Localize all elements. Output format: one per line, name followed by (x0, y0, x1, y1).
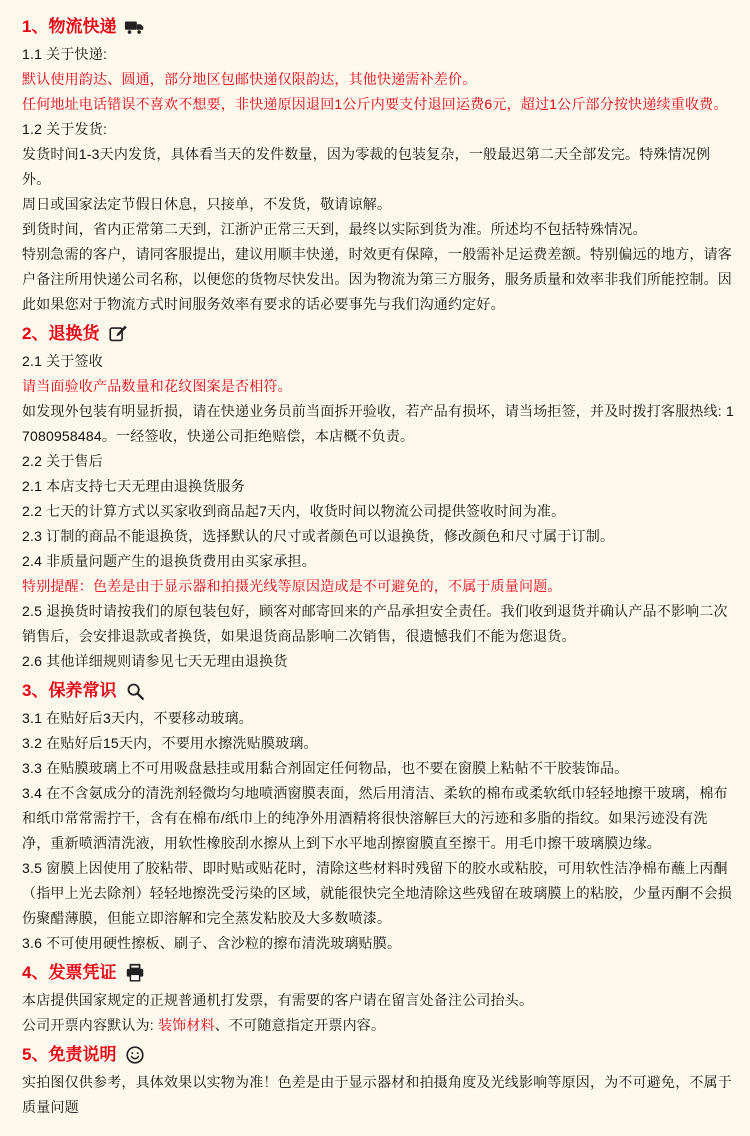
text-line (22, 67, 734, 92)
section-title: 3、保养常识 (22, 681, 117, 700)
text-line (22, 1013, 734, 1038)
body-text: 2.1 本店支持七天无理由退换货服务 (22, 478, 245, 494)
body-text: 3.1 在贴好后3天内，不要移动玻璃。 (22, 710, 253, 726)
body-text: 1.1 关于快递: (22, 46, 108, 62)
section-body (22, 988, 734, 1038)
body-text: 3.4 在不含氨成分的清洗剂轻微均匀地喷洒窗膜表面，然后用清洁、柔软的棉布或柔软纸巾轻轻地擦干玻璃，棉布和纸巾常常需拧干，含有在棉布/纸巾上的纯净外用酒精将很快溶解巨大的污迹和多脂的指纹。如果污迹没有洗净，重新喷洒清洗液，用软性橡胶刮水擦从上到下水平地刮擦窗膜直至擦干。用毛巾擦干玻璃膜边缘。 (22, 785, 728, 851)
smiley-icon (124, 1044, 146, 1066)
body-text: 1.2 关于发货: (22, 121, 108, 137)
body-text: 2.5 退换货时请按我们的原包装包好，顾客对邮寄回来的产品承担安全责任。我们收到退货并确认产品不影响二次销售后，会安排退款或者换货，如果退货商品影响二次销售，很遗憾我们不能为您退货。 (22, 603, 728, 644)
edit-icon (107, 323, 129, 345)
text-line (22, 242, 734, 317)
text-line (22, 1070, 734, 1120)
text-line (22, 931, 734, 956)
section-body (22, 1070, 734, 1120)
body-text: 发货时间1-3天内发货，具体看当天的发件数量，因为零裁的包装复杂，一般最迟第二天全部发完。特殊情况例外。 (22, 146, 711, 187)
body-text: 周日或国家法定节假日休息，只接单，不发货，敬请谅解。 (22, 196, 392, 212)
policy-section (22, 676, 734, 956)
body-text: 公司开票内容默认为: (22, 1017, 158, 1033)
text-line (22, 217, 734, 242)
section-title: 5、免责说明 (22, 1045, 117, 1064)
body-text: 、不可随意指定开票内容。 (214, 1017, 386, 1033)
text-line (22, 731, 734, 756)
printer-icon (124, 962, 146, 984)
text-line (22, 117, 734, 142)
text-line (22, 574, 734, 599)
body-text: 2.2 关于售后 (22, 453, 103, 469)
body-text: 2.2 七天的计算方式以买家收到商品起7天内，收货时间以物流公司提供签收时间为准。 (22, 503, 566, 519)
body-text: 3.6 不可使用硬性擦板、刷子、含沙粒的擦布清洗玻璃贴膜。 (22, 935, 402, 951)
section-body (22, 42, 734, 317)
body-text: 2.1 关于签收 (22, 353, 103, 369)
text-line (22, 499, 734, 524)
text-line (22, 449, 734, 474)
text-line (22, 988, 734, 1013)
text-line (22, 192, 734, 217)
text-line (22, 142, 734, 192)
section-title: 4、发票凭证 (22, 963, 117, 982)
body-text: 3.5 窗膜上因使用了胶粘带、即时贴或贴花时，清除这些材料时残留下的胶水或粘胶，可用软性洁净棉布蘸上丙酮（指甲上光去除剂）轻轻地擦洗受污染的区域，就能很快完全地清除这些残留在玻璃膜上的粘胶，少量丙酮不会损伤聚醋薄膜，但能立即溶解和完全蒸发粘胶及大多数喷漆。 (22, 860, 732, 926)
text-line (22, 92, 734, 117)
body-text: 3.3 在贴膜玻璃上不可用吸盘悬挂或用黏合剂固定任何物品，也不要在窗膜上粘帖不干胶装饰品。 (22, 760, 629, 776)
text-line (22, 349, 734, 374)
policy-section (22, 12, 734, 317)
text-line (22, 399, 734, 449)
body-text: 本店提供国家规定的正规普通机打发票，有需要的客户请在留言处备注公司抬头。 (22, 992, 534, 1008)
body-text: 如发现外包装有明显折损，请在快递业务员前当面拆开验收，若产品有损坏，请当场拒签，并及时拨打客服热线: 17080958484。一经签收，快递公司拒绝赔偿，本店概不负责。 (22, 403, 734, 444)
body-text: 特别急需的客户，请同客服提出，建议用顺丰快递，时效更有保障，一般需补足运费差额。特别偏远的地方，请客户备注所用快递公司名称，以便您的货物尽快发出。因为物流为第三方服务，服务质量和效率非我们所能控制。因此如果您对于物流方式时间服务效率有要求的话必要事先与我们沟通约定好。 (22, 246, 732, 312)
section-body (22, 706, 734, 956)
magnifier-icon (124, 680, 146, 702)
truck-icon (124, 16, 146, 38)
text-line (22, 374, 734, 399)
text-line (22, 856, 734, 931)
section-body (22, 349, 734, 674)
body-text: 2.6 其他详细规则请参见七天无理由退换货 (22, 653, 288, 669)
text-line (22, 706, 734, 731)
policy-section (22, 1040, 734, 1120)
highlight-text: 任何地址电话错误不喜欢不想要，非快递原因退回1公斤内要支付退回运费6元，超过1公斤部分按快递续重收费。 (22, 96, 728, 112)
body-text: 3.2 在贴好后15天内，不要用水擦洗贴膜玻璃。 (22, 735, 318, 751)
highlight-text: 装饰材料 (157, 1017, 215, 1033)
text-line (22, 42, 734, 67)
text-line (22, 549, 734, 574)
highlight-text: 特别提醒：色差是由于显示器和拍摄光线等原因造成是不可避免的，不属于质量问题。 (22, 578, 562, 594)
body-text: 到货时间，省内正常第二天到，江浙沪正常三天到，最终以实际到货为准。所述均不包括特殊情况。 (22, 221, 647, 237)
text-line (22, 474, 734, 499)
text-line (22, 599, 734, 649)
section-title: 1、物流快递 (22, 17, 117, 36)
section-title: 2、退换货 (22, 324, 100, 343)
text-line (22, 524, 734, 549)
body-text: 2.4 非质量问题产生的退换货费用由买家承担。 (22, 553, 316, 569)
text-line (22, 781, 734, 856)
body-text: 2.3 订制的商品不能退换货，选择默认的尺寸或者颜色可以退换货，修改颜色和尺寸属于订制。 (22, 528, 615, 544)
highlight-text: 请当面验收产品数量和花纹图案是否相符。 (22, 378, 292, 394)
text-line (22, 756, 734, 781)
policy-section (22, 319, 734, 674)
policy-section (22, 958, 734, 1038)
highlight-text: 默认使用韵达、圆通，部分地区包邮快递仅限韵达，其他快递需补差价。 (22, 71, 477, 87)
body-text: 实拍图仅供参考，具体效果以实物为准！色差是由于显示器材和拍摄角度及光线影响等原因，为不可避免，不属于质量问题 (22, 1074, 732, 1115)
text-line (22, 649, 734, 674)
